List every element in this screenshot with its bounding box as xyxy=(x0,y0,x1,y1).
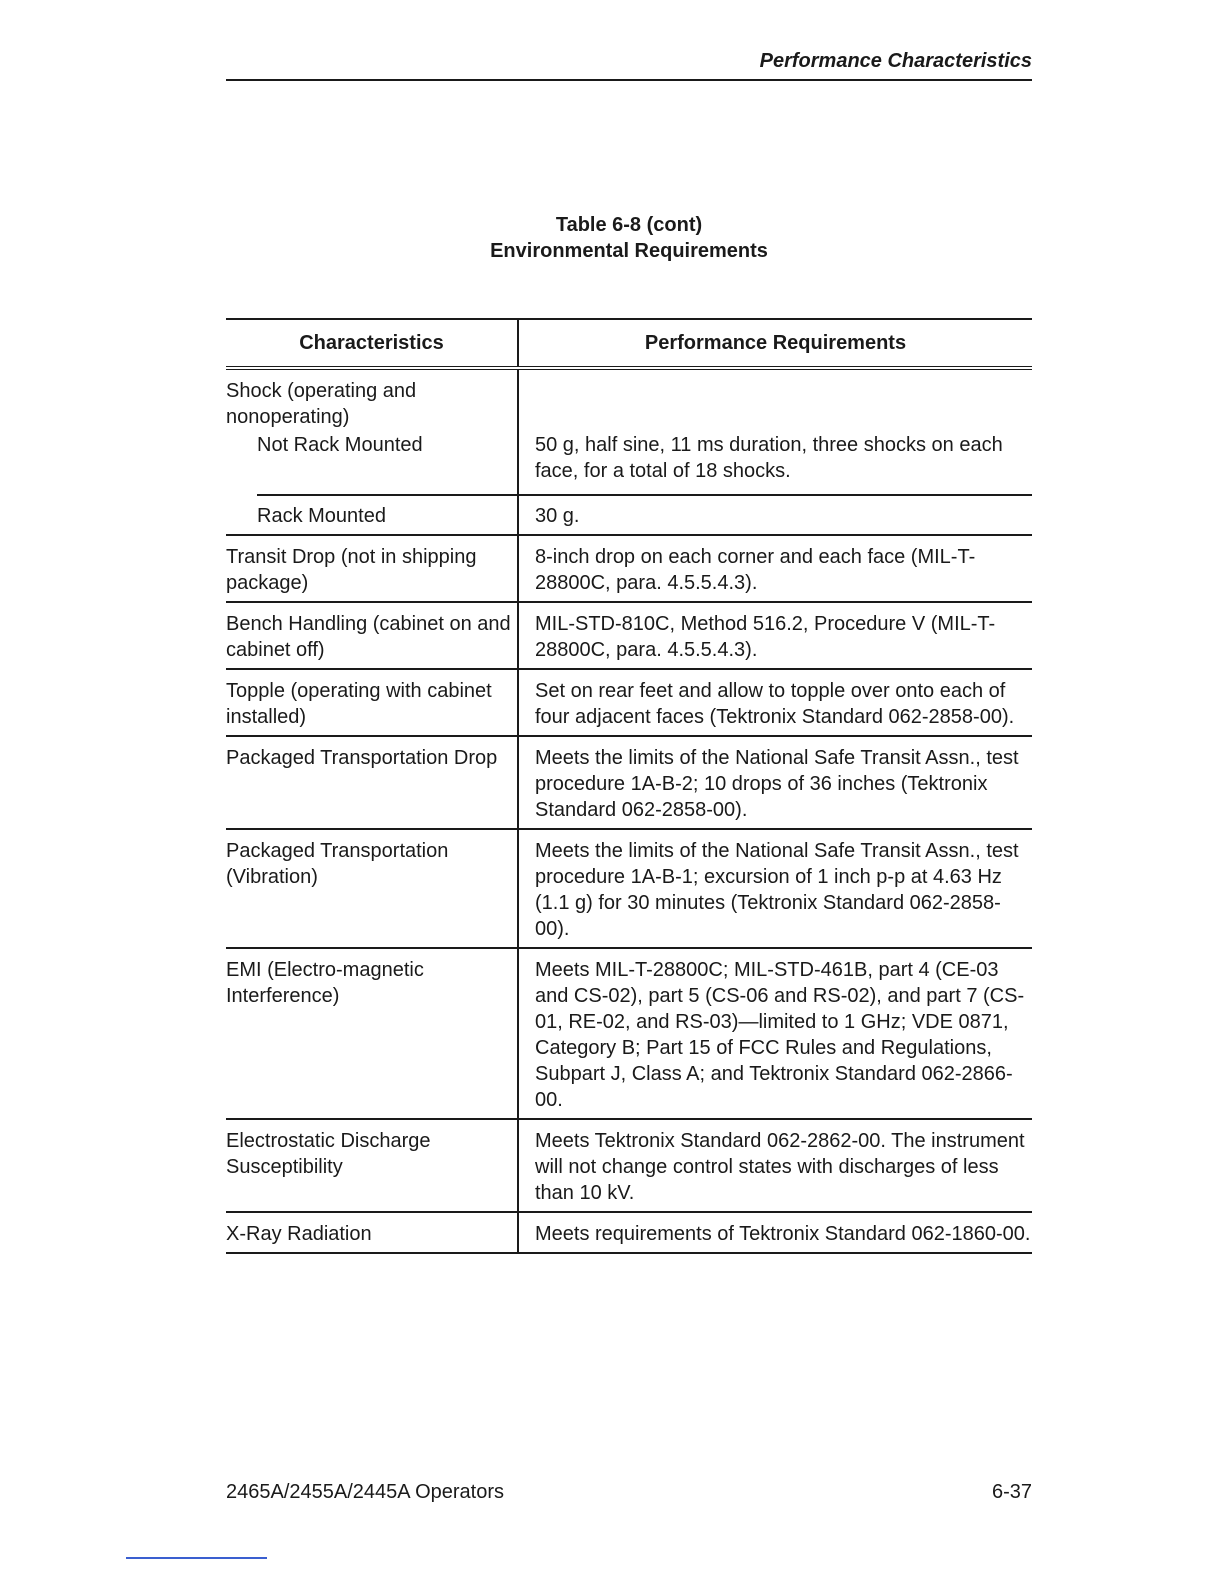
sub-row-divider xyxy=(519,494,1032,496)
row-requirement: Meets the limits of the National Safe Transit Assn., test procedure 1A-B-2; 10 drops of 36 inches (Tektronix Standard 062-2858-00). xyxy=(518,736,1032,829)
table-row xyxy=(226,948,1032,1119)
row-characteristic: EMI (Electro-magnetic Interference) xyxy=(226,948,518,1119)
table-row xyxy=(226,535,1032,602)
table-row xyxy=(226,602,1032,669)
table-row xyxy=(226,1212,1032,1253)
sub-row-characteristic: Rack Mounted xyxy=(226,489,518,535)
scan-edge-mark xyxy=(126,1557,267,1559)
row-characteristic: Electrostatic Discharge Susceptibility xyxy=(226,1119,518,1212)
sub-row-characteristic-text: Not Rack Mounted xyxy=(257,434,423,456)
row-characteristic: Bench Handling (cabinet on and cabinet off) xyxy=(226,602,518,669)
running-head-section-title: Performance Characteristics xyxy=(226,50,1032,81)
row-requirement: Set on rear feet and allow to topple over onto each of four adjacent faces (Tektronix Standard 062-2858-00). xyxy=(518,669,1032,736)
row-characteristic: Packaged Transportation Drop xyxy=(226,736,518,829)
table-row xyxy=(226,1119,1032,1212)
table-caption xyxy=(226,212,1032,264)
row-requirement: 8-inch drop on each corner and each face (MIL-T-28800C, para. 4.5.5.4.3). xyxy=(518,535,1032,602)
sub-row-requirement xyxy=(518,430,1032,489)
row-characteristic: Transit Drop (not in shipping package) xyxy=(226,535,518,602)
sub-row-requirement-text: 50 g, half sine, 11 ms duration, three shocks on each face, for a total of 18 shocks. xyxy=(535,434,1003,482)
footer-manual-title: 2465A/2455A/2445A Operators xyxy=(226,1481,504,1503)
row-requirement: Meets MIL-T-28800C; MIL-STD-461B, part 4 (CE-03 and CS-02), part 5 (CS-06 and RS-02), and part 7 (CS-01, RE-02, and RS-03)—limited to 1 GHz; VDE 0871, Category B; Part 15 of FCC Rules and Regulations, Subpart J, Class A; and Tektronix Standard 062-2866-00. xyxy=(518,948,1032,1119)
row-requirement: Meets Tektronix Standard 062-2862-00. The instrument will not change control states with discharges of less than 10 kV. xyxy=(518,1119,1032,1212)
environmental-requirements-table xyxy=(226,318,1032,1254)
table-row xyxy=(226,829,1032,948)
sub-row-characteristic xyxy=(226,430,518,489)
row-characteristic: X-Ray Radiation xyxy=(226,1212,518,1253)
table-row-not-rack-mounted xyxy=(226,430,1032,489)
row-requirement: Meets the limits of the National Safe Transit Assn., test procedure 1A-B-1; excursion of 1 inch p-p at 4.63 Hz (1.1 g) for 30 minutes (Tektronix Standard 062-2858-00). xyxy=(518,829,1032,948)
column-header-performance-requirements: Performance Requirements xyxy=(518,319,1032,368)
column-header-characteristics: Characteristics xyxy=(226,319,518,368)
table-row-shock-group xyxy=(226,368,1032,430)
sub-row-requirement: 30 g. xyxy=(518,489,1032,535)
table-header-row xyxy=(226,319,1032,368)
table-row xyxy=(226,736,1032,829)
row-requirement: MIL-STD-810C, Method 516.2, Procedure V (MIL-T-28800C, para. 4.5.5.4.3). xyxy=(518,602,1032,669)
shock-group-empty-cell xyxy=(518,368,1032,430)
table-title: Environmental Requirements xyxy=(490,240,768,262)
sub-row-divider xyxy=(257,494,517,496)
shock-group-label: Shock (operating and nonoperating) xyxy=(226,368,518,430)
row-requirement: Meets requirements of Tektronix Standard 062-1860-00. xyxy=(518,1212,1032,1253)
row-characteristic: Packaged Transportation (Vibration) xyxy=(226,829,518,948)
row-characteristic: Topple (operating with cabinet installed) xyxy=(226,669,518,736)
table-number: Table 6-8 (cont) xyxy=(555,214,703,236)
table-row xyxy=(226,669,1032,736)
footer-page-number: 6-37 xyxy=(991,1481,1032,1503)
